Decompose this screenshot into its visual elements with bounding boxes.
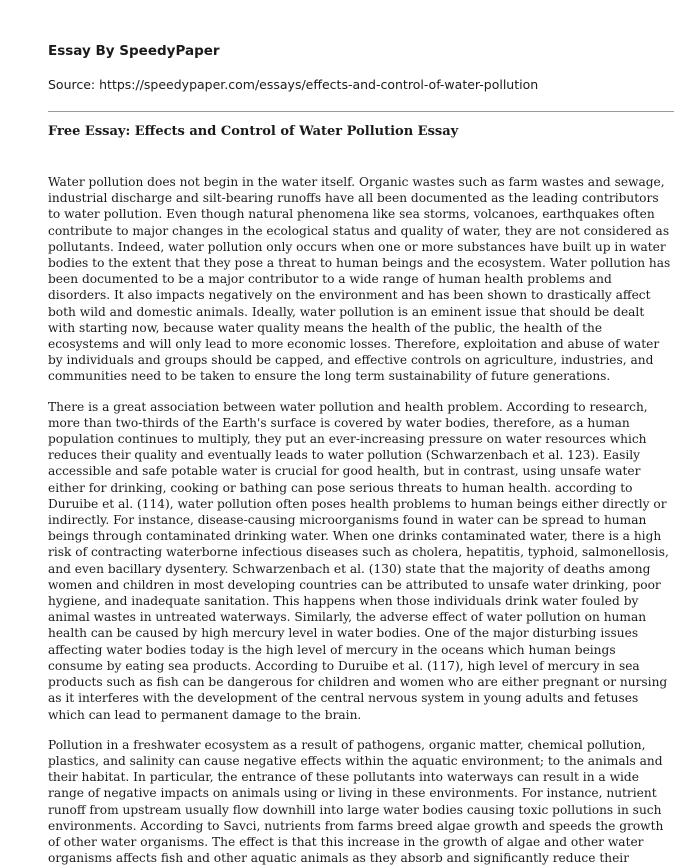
- essay-title: Free Essay: Effects and Control of Water Pollution Essay: [48, 124, 459, 139]
- document-header-title: Essay By SpeedyPaper: [48, 43, 220, 59]
- essay-body: [48, 174, 674, 866]
- header-divider: [48, 111, 674, 112]
- essay-paragraph-2: There is a great association between water pollution and health problem. According to research, more than two-thirds of the Earth's surface is covered by water bodies, therefore, as a human population continues to multiply, they put an ever-increasing pressure on water resources which reduces their quality and eventually leads to water pollution (Schwarzenbach et al. 123). Easily accessible and safe potable water is crucial for good health, but in contrast, using unsafe water either for drinking, cooking or bathing can pose serious threats to human health. according to Duruibe et al. (114), water pollution often poses health problems to human beings either directly or indirectly. For instance, disease-causing microorganisms found in water can be spread to human beings through contaminated drinking water. When one drinks contaminated water, there is a high risk of contracting waterborne infectious diseases such as cholera, hepatitis, typhoid, salmonellosis, and even bacillary dysentery. Schwarzenbach et al. (130) state that the majority of deaths among women and children in most developing countries can be attributed to unsafe water drinking, poor hygiene, and inadequate sanitation. This happens when those individuals drink water fouled by animal wastes in untreated waterways. Similarly, the adverse effect of water pollution on human health can be caused by high mercury level in water bodies. One of the major disturbing issues affecting water bodies today is the high level of mercury in the oceans which human beings consume by eating sea products. According to Duruibe et al. (117), high level of mercury in sea products such as fish can be dangerous for children and women who are either pregnant or nursing as it interferes with the development of the central nervous system in young adults and fetuses which can lead to permanent damage to the brain.: [48, 399, 669, 722]
- essay-paragraph-3: Pollution in a freshwater ecosystem as a result of pathogens, organic matter, chemical pollution, plastics, and salinity can cause negative effects within the aquatic environment; to the animals and their habitat. In particular, the entrance of these pollutants into waterways can result in a wide range of negative impacts on animals using or living in these environments. For instance, nutrient runoff from upstream usually flow downhill into large water bodies causing toxic pollutions in such environments. According to Savci, nutrients from farms breed algae growth and speeds the growth of other water organisms. The effect is that this increase in the growth of algae and other water organisms affects fish and other aquatic animals as they absorb and significantly reduce their: [48, 737, 664, 866]
- document-source-line: Source: https://speedypaper.com/essays/effects-and-control-of-water-pollution: [48, 77, 539, 92]
- essay-paragraph-1: Water pollution does not begin in the water itself. Organic wastes such as farm wastes and sewage, industrial discharge and silt-bearing runoffs have all been documented as the leading contributors to water pollution. Even though natural phenomena like sea storms, volcanoes, earthquakes often contribute to major changes in the ecological status and quality of water, they are not considered as pollutants. Indeed, water pollution only occurs when one or more substances have built up in water bodies to the extent that they pose a threat to human beings and the ecosystem. Water pollution has been documented to be a major contributor to a wide range of human health problems and disorders. It also impacts negatively on the environment and has been shown to drastically affect both wild and domestic animals. Ideally, water pollution is an eminent issue that should be dealt with starting now, because water quality means the health of the public, the health of the ecosystems and will only lead to more economic losses. Therefore, exploitation and abuse of water by individuals and groups should be capped, and effective controls on agriculture, industries, and communities need to be taken to ensure the long term sustainability of future generations.: [48, 175, 671, 384]
